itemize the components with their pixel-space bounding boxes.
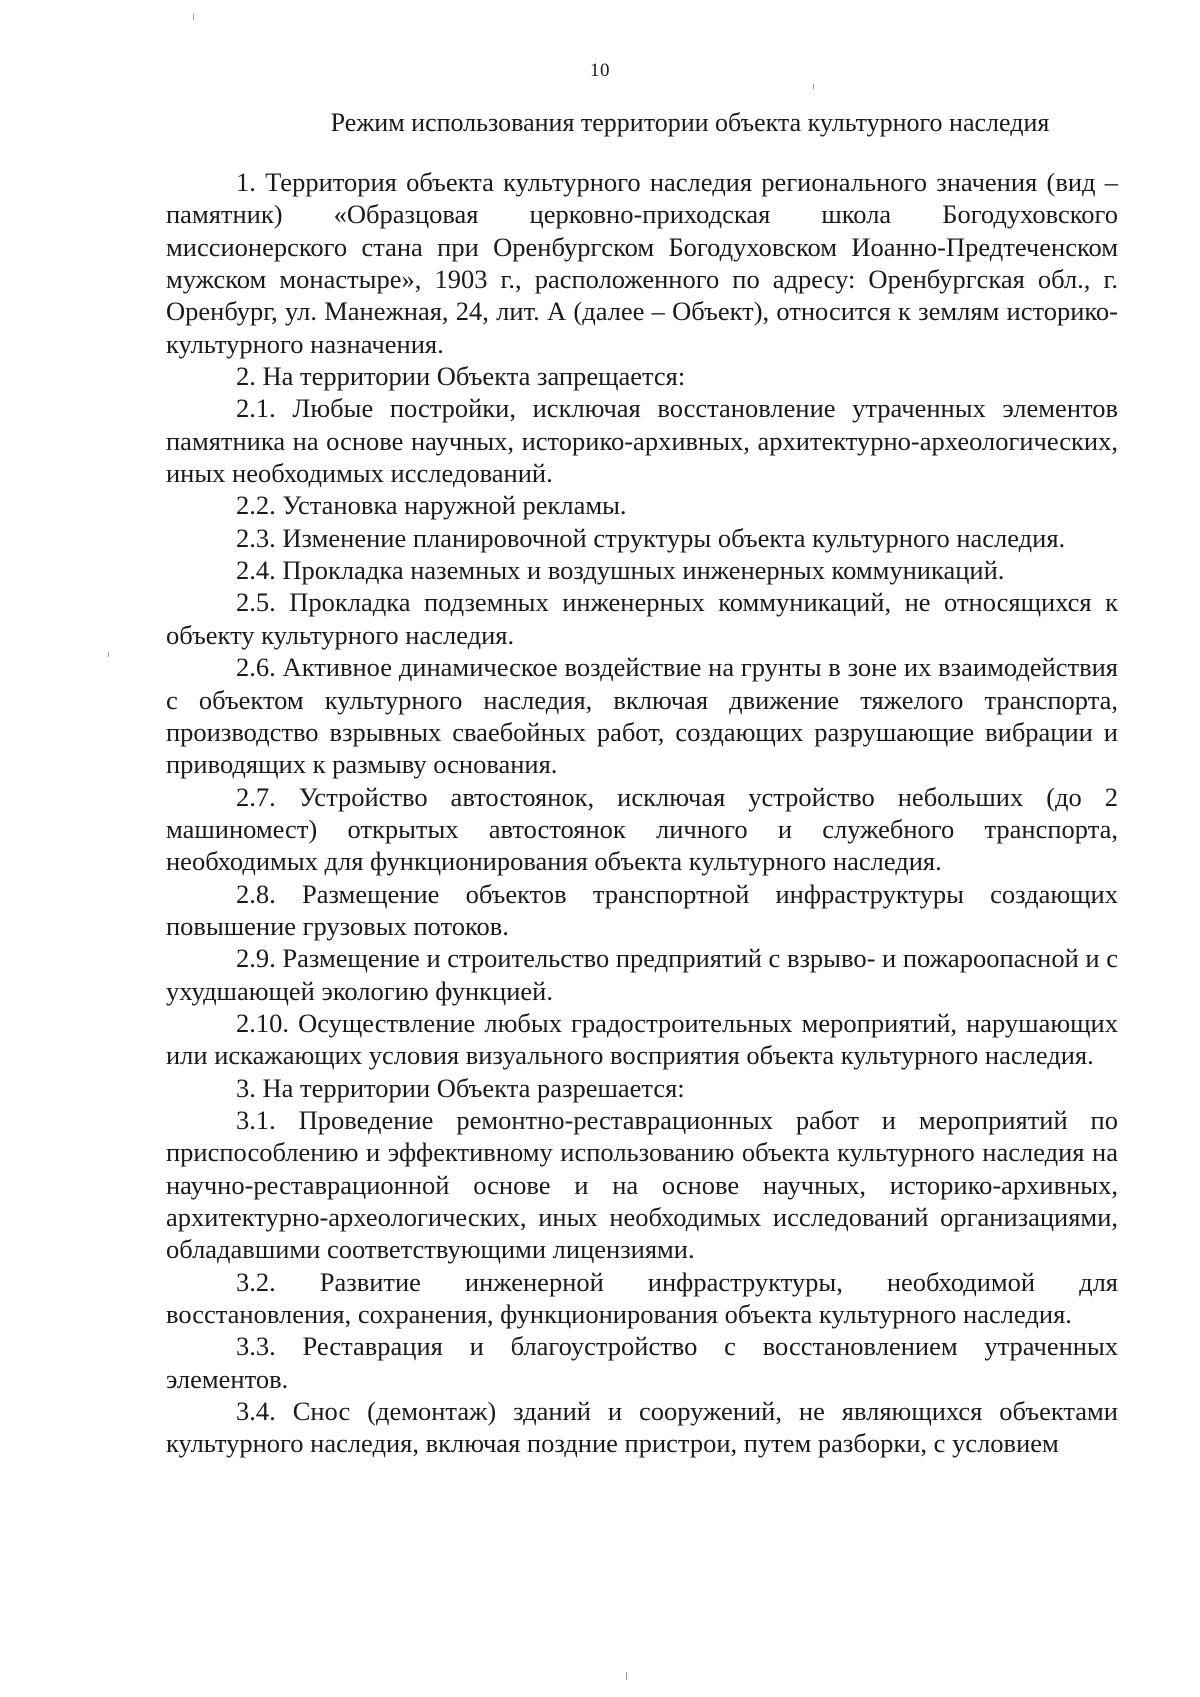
paragraph-1: 1. Территория объекта культурного наследия регионального значения (вид – памятник) «Образцовая церковно-приходская школа Богодуховского миссионерского стана при Оренбургском Богодуховском Иоанно-Предтеченском мужском монастыре», 1903 г., расположенного по адресу: Оренбургская обл., г. Оренбург, ул. Манежная, 24, лит. А (далее – Объект), относится к землям историко-культурного назначения. [166,167,1118,359]
page-number: 10 [590,60,610,81]
paragraph-2-8: 2.8. Размещение объектов транспортной инфраструктуры создающих повышение грузовых потоков. [166,878,1118,941]
paragraph-3-4: 3.4. Снос (демонтаж) зданий и сооружений, не являющихся объектами культурного наследия, включая поздние пристрои, путем разборки, с условием [166,1396,1118,1459]
paragraph-2: 2. На территории Объекта запрещается: [236,361,686,392]
paragraph-2-4: 2.4. Прокладка наземных и воздушных инженерных коммуникаций. [236,555,1005,586]
paragraph-3: 3. На территории Объекта разрешается: [236,1072,685,1103]
scan-speck [193,14,194,20]
paragraph-2-10: 2.10. Осуществление любых градостроительных мероприятий, нарушающих или искажающих условия визуального восприятия объекта культурного наследия. [166,1007,1118,1071]
paragraph-2-9: 2.9. Размещение и строительство предприятий с взрыво- и пожароопасной и с ухудшающей экологию функцией. [166,943,1118,1006]
paragraph-3-1: 3.1. Проведение ремонтно-реставрационных работ и мероприятий по приспособлению и эффективному использованию объекта культурного наследия на научно-реставрационной основе и на основе научных, историко-архивных, архитектурно-археологических, иных необходимых исследований организациями, обладавшими соответствующими лицензиями. [166,1104,1118,1265]
document-body [166,166,1118,1460]
paragraph-3-2: 3.2. Развитие инженерной инфраструктуры, необходимой для восстановления, сохранения, функционирования объекта культурного наследия. [166,1266,1118,1330]
paragraph-2-7: 2.7. Устройство автостоянок, исключая устройство небольших (до 2 машиномест) открытых автостоянок личного и служебного транспорта, необходимых для функционирования объекта культурного наследия. [166,781,1118,877]
paragraph-2-2: 2.2. Установка наружной рекламы. [236,490,627,521]
scan-speck [108,652,109,657]
section-title: Режим использования территории объекта культурного наследия [330,108,1050,137]
paragraph-2-3: 2.3. Изменение планировочной структуры объекта культурного наследия. [236,522,1066,553]
paragraph-2-1: 2.1. Любые постройки, исключая восстановление утраченных элементов памятника на основе научных, историко-архивных, архитектурно-археологических, иных необходимых исследований. [166,393,1118,489]
paragraph-2-5: 2.5. Прокладка подземных инженерных коммуникаций, не относящихся к объекту культурного наследия. [166,587,1118,650]
paragraph-3-3: 3.3. Реставрация и благоустройство с восстановлением утраченных элементов. [166,1331,1118,1394]
paragraph-2-6: 2.6. Активное динамическое воздействие на грунты в зоне их взаимодействия с объектом культурного наследия, включая движение тяжелого транспорта, производство взрывных сваебойных работ, создающих разрушающие вибрации и приводящих к размыву основания. [166,652,1118,780]
scan-speck [813,84,814,89]
scan-speck [626,1672,627,1680]
